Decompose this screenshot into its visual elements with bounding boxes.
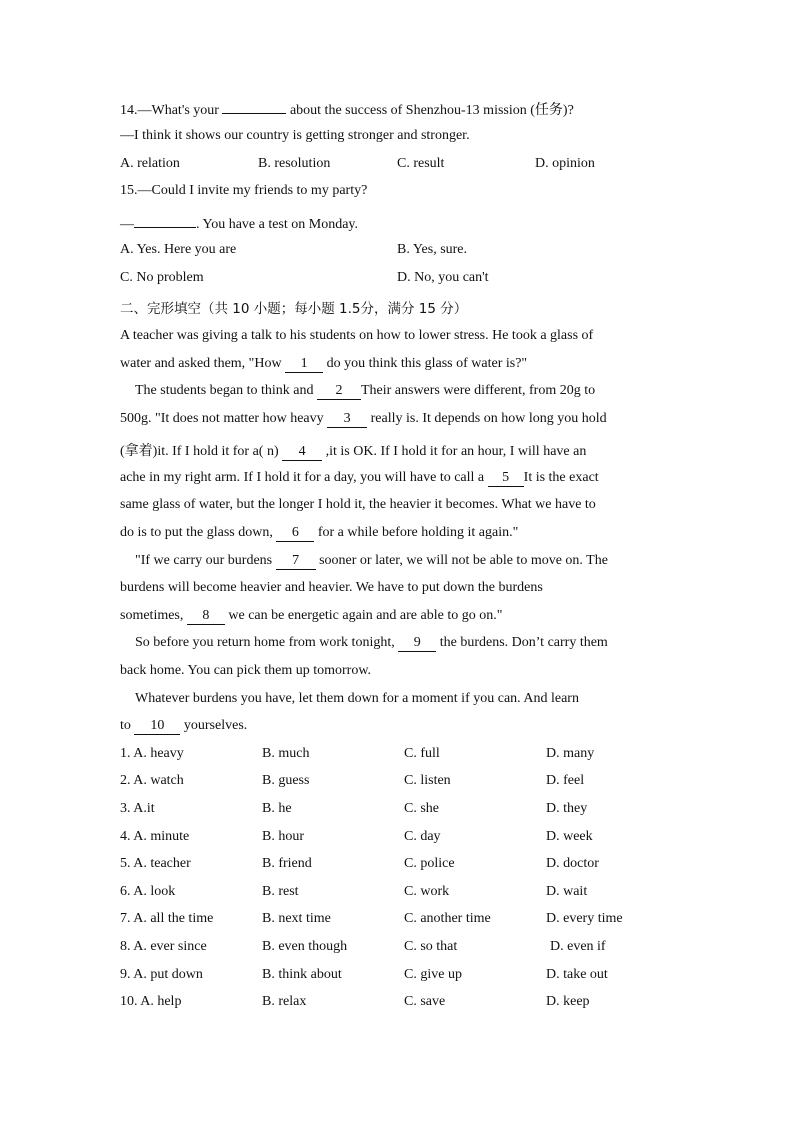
q15-option-c: C. No problem bbox=[120, 270, 204, 285]
choice-10-c: C. save bbox=[404, 994, 446, 1009]
passage-line-13: back home. You can pick them up tomorrow. bbox=[120, 663, 372, 678]
q14-option-b: B. resolution bbox=[258, 156, 331, 171]
choice-3-c: C. she bbox=[404, 801, 439, 816]
cloze-blank-7: 7 bbox=[276, 554, 316, 570]
choice-5-c: C. police bbox=[404, 856, 455, 871]
choice-9-d: D. take out bbox=[546, 967, 608, 982]
passage-text: So before you return home from work tonight, bbox=[135, 635, 395, 650]
section-title: 二、完形填空（共 10 小题；每小题 1.5分，满分 15 分） bbox=[120, 301, 468, 317]
cloze-blank-6: 6 bbox=[276, 526, 314, 542]
passage-text: The students began to think and bbox=[135, 383, 314, 398]
passage-text: do you think this glass of water is?" bbox=[326, 356, 528, 371]
passage-line-11 bbox=[120, 608, 502, 625]
q15-dash: — bbox=[120, 217, 134, 232]
choice-6-b: B. rest bbox=[262, 884, 299, 899]
passage-text: sooner or later, we will not be able to move on. The bbox=[319, 553, 608, 568]
passage-text: It is the exact bbox=[523, 470, 599, 485]
passage-line-15 bbox=[120, 718, 247, 735]
q14-blank bbox=[222, 98, 286, 114]
passage-line-9 bbox=[135, 553, 608, 570]
choice-8-a: 8. A. ever since bbox=[120, 939, 207, 954]
choice-5-d: D. doctor bbox=[546, 856, 599, 871]
choice-8-c: C. so that bbox=[404, 939, 458, 954]
passage-text: ,it is OK. If I hold it for an hour, I will have an bbox=[325, 444, 587, 459]
choice-7-b: B. next time bbox=[262, 911, 331, 926]
passage-text: "If we carry our burdens bbox=[135, 553, 273, 568]
q15-option-a: A. Yes. Here you are bbox=[120, 242, 237, 257]
passage-line-10: burdens will become heavier and heavier. We have to put down the burdens bbox=[120, 580, 543, 595]
passage-line-7: same glass of water, but the longer I hold it, the heavier it becomes. What we have to bbox=[120, 497, 596, 512]
choice-1-a: 1. A. heavy bbox=[120, 746, 184, 761]
choice-8-d: D. even if bbox=[550, 939, 606, 954]
choice-6-d: D. wait bbox=[546, 884, 588, 899]
q15-stem: 15.—Could I invite my friends to my party? bbox=[120, 183, 368, 198]
passage-text: Their answers were different, from 20g to bbox=[360, 383, 596, 398]
cloze-blank-8: 8 bbox=[187, 609, 225, 625]
choice-1-b: B. much bbox=[262, 746, 310, 761]
q14-stem-end: about the success of Shenzhou-13 mission (任务)? bbox=[289, 103, 574, 118]
passage-line-6 bbox=[120, 470, 599, 487]
choice-1-c: C. full bbox=[404, 746, 440, 761]
passage-line-3 bbox=[135, 383, 595, 400]
passage-text: yourselves. bbox=[183, 718, 248, 733]
cloze-blank-5: 5 bbox=[488, 471, 524, 487]
cloze-blank-2: 2 bbox=[317, 384, 361, 400]
passage-line-2 bbox=[120, 356, 527, 373]
passage-text: water and asked them, "How bbox=[120, 356, 282, 371]
q15-option-b: B. Yes, sure. bbox=[397, 242, 468, 257]
choice-4-c: C. day bbox=[404, 829, 441, 844]
choice-10-d: D. keep bbox=[546, 994, 590, 1009]
cloze-blank-9: 9 bbox=[398, 636, 436, 652]
choice-3-b: B. he bbox=[262, 801, 292, 816]
passage-line-8 bbox=[120, 525, 518, 542]
passage-text: the burdens. Don’t carry them bbox=[439, 635, 608, 650]
choice-5-a: 5. A. teacher bbox=[120, 856, 191, 871]
q14-stem-start: 14.—What's your bbox=[120, 103, 219, 118]
choice-8-b: B. even though bbox=[262, 939, 348, 954]
choice-2-c: C. listen bbox=[404, 773, 451, 788]
q15-reply-end: . You have a test on Monday. bbox=[196, 217, 359, 232]
choice-4-b: B. hour bbox=[262, 829, 304, 844]
choice-9-a: 9. A. put down bbox=[120, 967, 203, 982]
choice-10-a: 10. A. help bbox=[120, 994, 182, 1009]
passage-line-12 bbox=[135, 635, 608, 652]
cloze-blank-1: 1 bbox=[285, 357, 323, 373]
cloze-blank-4: 4 bbox=[282, 445, 322, 461]
passage-text: do is to put the glass down, bbox=[120, 525, 273, 540]
passage-text: (拿着)it. If I hold it for a( n) bbox=[120, 444, 279, 459]
choice-4-d: D. week bbox=[546, 829, 593, 844]
choice-4-a: 4. A. minute bbox=[120, 829, 190, 844]
passage-text: for a while before holding it again." bbox=[317, 525, 519, 540]
choice-7-a: 7. A. all the time bbox=[120, 911, 214, 926]
choice-2-a: 2. A. watch bbox=[120, 773, 184, 788]
passage-line-14: Whatever burdens you have, let them down for a moment if you can. And learn bbox=[135, 691, 579, 706]
passage-text: ache in my right arm. If I hold it for a day, you will have to call a bbox=[120, 470, 485, 485]
choice-9-c: C. give up bbox=[404, 967, 462, 982]
choice-6-a: 6. A. look bbox=[120, 884, 176, 899]
passage-text: sometimes, bbox=[120, 608, 184, 623]
q15-reply bbox=[120, 212, 358, 233]
choice-7-d: D. every time bbox=[546, 911, 623, 926]
q14-stem bbox=[120, 98, 574, 119]
passage-text: 500g. "It does not matter how heavy bbox=[120, 411, 324, 426]
choice-3-a: 3. A.it bbox=[120, 801, 155, 816]
q15-option-d: D. No, you can't bbox=[397, 270, 489, 285]
cloze-blank-10: 10 bbox=[134, 719, 180, 735]
choice-2-b: B. guess bbox=[262, 773, 310, 788]
q15-blank bbox=[134, 212, 196, 228]
q14-reply: —I think it shows our country is getting stronger and stronger. bbox=[120, 128, 470, 143]
choice-7-c: C. another time bbox=[404, 911, 491, 926]
passage-text: really is. It depends on how long you hold bbox=[370, 411, 607, 426]
passage-line-4 bbox=[120, 411, 607, 428]
choice-2-d: D. feel bbox=[546, 773, 585, 788]
q14-option-c: C. result bbox=[397, 156, 445, 171]
choice-10-b: B. relax bbox=[262, 994, 307, 1009]
choice-3-d: D. they bbox=[546, 801, 588, 816]
passage-text: we can be energetic again and are able to go on." bbox=[228, 608, 503, 623]
passage-line-1: A teacher was giving a talk to his students on how to lower stress. He took a glass of bbox=[120, 328, 594, 343]
choice-1-d: D. many bbox=[546, 746, 595, 761]
passage-line-5 bbox=[120, 440, 586, 461]
q14-option-a: A. relation bbox=[120, 156, 180, 171]
passage-text: to bbox=[120, 718, 131, 733]
choice-5-b: B. friend bbox=[262, 856, 312, 871]
choice-6-c: C. work bbox=[404, 884, 450, 899]
choice-9-b: B. think about bbox=[262, 967, 342, 982]
cloze-blank-3: 3 bbox=[327, 412, 367, 428]
q14-option-d: D. opinion bbox=[535, 156, 595, 171]
